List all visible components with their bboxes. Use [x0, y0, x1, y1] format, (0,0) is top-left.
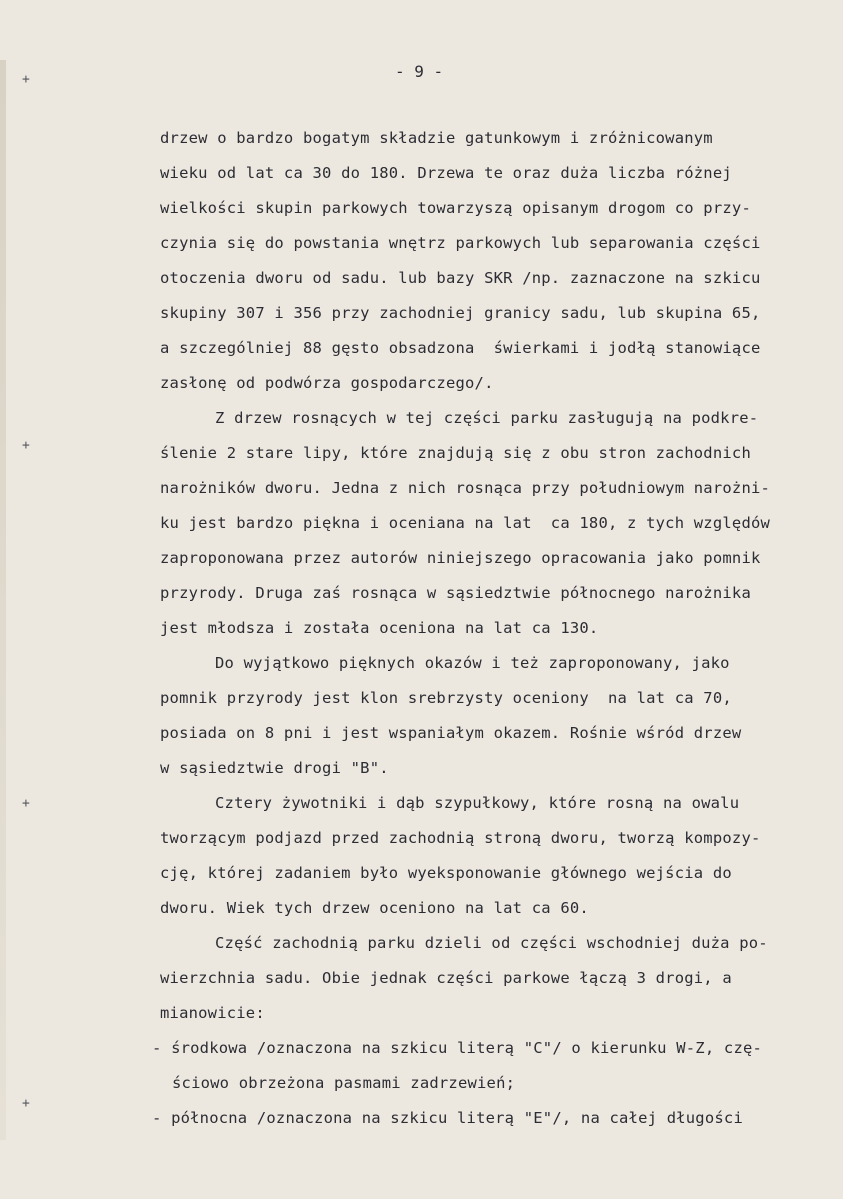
margin-mark: +: [22, 1096, 30, 1111]
text-line: skupiny 307 i 356 przy zachodniej granicy sadu, lub skupina 65,: [160, 304, 761, 322]
binding-edge: [0, 60, 6, 1140]
text-line: drzew o bardzo bogatym składzie gatunkowym i zróżnicowanym: [160, 129, 713, 147]
text-line: wierzchnia sadu. Obie jednak części parkowe łączą 3 drogi, a: [160, 969, 732, 987]
text-line: czynia się do powstania wnętrz parkowych lub separowania części: [160, 234, 761, 252]
text-line: narożników dworu. Jedna z nich rosnąca przy południowym narożni-: [160, 479, 771, 497]
text-line: posiada on 8 pni i jest wspaniałym okazem. Rośnie wśród drzew: [160, 724, 742, 742]
text-line: Część zachodnią parku dzieli od części wschodniej duża po-: [215, 934, 768, 952]
text-line: Cztery żywotniki i dąb szypułkowy, które rosną na owalu: [215, 794, 740, 812]
margin-mark: +: [22, 72, 30, 87]
page-number: - 9 -: [395, 62, 444, 81]
text-line: otoczenia dworu od sadu. lub bazy SKR /np. zaznaczone na szkicu: [160, 269, 761, 287]
text-line: cję, której zadaniem było wyeksponowanie głównego wejścia do: [160, 864, 732, 882]
text-line: jest młodsza i została oceniona na lat ca 130.: [160, 619, 599, 637]
text-line: w sąsiedztwie drogi "B".: [160, 759, 389, 777]
list-item-line: - środkowa /oznaczona na szkicu literą "C"/ o kierunku W-Z, czę-: [152, 1039, 763, 1057]
text-line: wieku od lat ca 30 do 180. Drzewa te oraz duża liczba różnej: [160, 164, 732, 182]
list-item-line: ściowo obrzeżona pasmami zadrzewień;: [172, 1074, 516, 1092]
text-line: ślenie 2 stare lipy, które znajdują się z obu stron zachodnich: [160, 444, 751, 462]
text-line: zaproponowana przez autorów niniejszego opracowania jako pomnik: [160, 549, 761, 567]
text-line: dworu. Wiek tych drzew oceniono na lat ca 60.: [160, 899, 589, 917]
margin-mark: +: [22, 796, 30, 811]
text-line: Z drzew rosnących w tej części parku zasługują na podkre-: [215, 409, 759, 427]
text-line: a szczególniej 88 gęsto obsadzona świerkami i jodłą stanowiące: [160, 339, 761, 357]
text-line: mianowicie:: [160, 1004, 265, 1022]
text-line: wielkości skupin parkowych towarzyszą opisanym drogom co przy-: [160, 199, 751, 217]
text-line: ku jest bardzo piękna i oceniana na lat ca 180, z tych względów: [160, 514, 771, 532]
text-line: tworzącym podjazd przed zachodnią stroną dworu, tworzą kompozy-: [160, 829, 761, 847]
text-line: przyrody. Druga zaś rosnąca w sąsiedztwie północnego narożnika: [160, 584, 751, 602]
margin-mark: +: [22, 438, 30, 453]
text-line: zasłonę od podwórza gospodarczego/.: [160, 374, 494, 392]
list-item-line: - północna /oznaczona na szkicu literą "E"/, na całej długości: [152, 1109, 743, 1127]
text-line: pomnik przyrody jest klon srebrzysty oceniony na lat ca 70,: [160, 689, 732, 707]
text-line: Do wyjątkowo pięknych okazów i też zaproponowany, jako: [215, 654, 730, 672]
